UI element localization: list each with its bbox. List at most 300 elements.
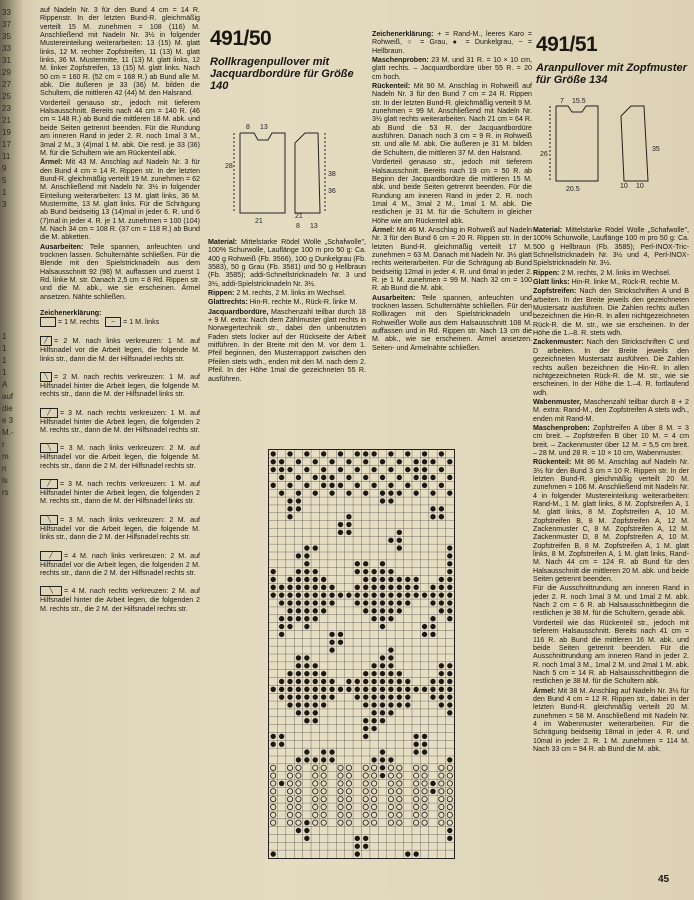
chart-stitch-mark: [388, 789, 393, 794]
chart-stitch-mark: [363, 789, 368, 794]
chart-stitch-mark: [296, 459, 301, 464]
schem2-label-g: 35: [652, 146, 660, 153]
page-number: 45: [658, 874, 670, 885]
chart-stitch-mark: [296, 585, 301, 590]
chart-stitch-mark: [413, 687, 418, 692]
chart-stitch-mark: [447, 757, 452, 762]
schem1-label-d: 38: [328, 171, 336, 178]
chart-stitch-mark: [313, 671, 318, 676]
chart-stitch-mark: [447, 561, 452, 566]
chart-stitch-mark: [371, 600, 376, 605]
chart-stitch-mark: [447, 773, 452, 778]
chart-stitch-mark: [371, 773, 376, 778]
chart-stitch-mark: [371, 569, 376, 574]
chart-stitch-mark: [313, 694, 318, 699]
chart-stitch-mark: [287, 820, 292, 825]
chart-stitch-mark: [422, 773, 427, 778]
chart-stitch-mark: [397, 694, 402, 699]
chart-stitch-mark: [413, 734, 418, 739]
chart-stitch-mark: [439, 600, 444, 605]
gutter-text: 35: [2, 32, 11, 41]
chart-stitch-mark: [338, 640, 343, 645]
chart-stitch-mark: [397, 592, 402, 597]
chart-stitch-mark: [388, 467, 393, 472]
chart-stitch-mark: [321, 749, 326, 754]
chart-stitch-mark: [388, 671, 393, 676]
schem1-label-h: 21: [295, 213, 303, 220]
chart-stitch-mark: [380, 608, 385, 613]
chart-stitch-mark: [338, 796, 343, 801]
chart-stitch-mark: [304, 671, 309, 676]
gutter-text: r: [2, 440, 5, 449]
chart-stitch-mark: [279, 592, 284, 597]
chart-stitch-mark: [397, 781, 402, 786]
chart-stitch-mark: [380, 561, 385, 566]
chart-stitch-mark: [296, 498, 301, 503]
chart-stitch-mark: [439, 781, 444, 786]
chart-stitch-mark: [296, 553, 301, 558]
chart-stitch-mark: [447, 796, 452, 801]
chart-stitch-mark: [271, 781, 276, 786]
chart-stitch-mark: [355, 483, 360, 488]
chart-stitch-mark: [388, 663, 393, 668]
chart-stitch-mark: [321, 600, 326, 605]
chart-stitch-mark: [304, 694, 309, 699]
chart-stitch-mark: [296, 655, 301, 660]
chart-stitch-mark: [271, 742, 276, 747]
chart-stitch-mark: [439, 577, 444, 582]
chart-stitch-mark: [321, 451, 326, 456]
chart-stitch-mark: [422, 632, 427, 637]
chart-stitch-mark: [304, 553, 309, 558]
chart-stitch-mark: [413, 467, 418, 472]
chart-stitch-mark: [380, 655, 385, 660]
chart-stitch-mark: [346, 514, 351, 519]
legend-text: = 3 M. nach links verkreuzen: 2 M. auf Hilfsnadel vor die Arbeit legen, die folgende M. rechts str., dann die 2 M. der Hilfsnadel rechts str.: [40, 444, 200, 470]
chart-stitch-mark: [388, 490, 393, 495]
chart-stitch-mark: [329, 600, 334, 605]
chart-stitch-mark: [313, 702, 318, 707]
chart-stitch-mark: [413, 773, 418, 778]
chart-stitch-mark: [447, 694, 452, 699]
gutter-text: 25: [2, 92, 11, 101]
chart-stitch-mark: [313, 789, 318, 794]
pattern-schematic-sweater: [210, 118, 360, 238]
chart-stitch-mark: [422, 749, 427, 754]
chart-stitch-mark: [447, 569, 452, 574]
chart-stitch-mark: [346, 796, 351, 801]
chart-stitch-mark: [397, 804, 402, 809]
chart-stitch-mark: [371, 679, 376, 684]
chart-stitch-mark: [447, 820, 452, 825]
chart-stitch-mark: [304, 757, 309, 762]
chart-stitch-mark: [363, 765, 368, 770]
article-title-491-51: Aranpullover mit Zopfmuster für Größe 134: [536, 62, 687, 86]
chart-stitch-mark: [363, 451, 368, 456]
chart-stitch-mark: [338, 522, 343, 527]
chart-stitch-mark: [279, 632, 284, 637]
schem1-label-a: 8: [246, 124, 250, 131]
chart-stitch-mark: [405, 483, 410, 488]
chart-stitch-mark: [313, 585, 318, 590]
chart-stitch-mark: [388, 608, 393, 613]
chart-stitch-mark: [405, 694, 410, 699]
chart-stitch-mark: [279, 459, 284, 464]
chart-stitch-mark: [271, 483, 276, 488]
chart-stitch-mark: [287, 781, 292, 786]
chart-stitch-mark: [355, 679, 360, 684]
chart-stitch-mark: [321, 585, 326, 590]
cable-symbol-icon: ╱: [40, 551, 62, 561]
chart-stitch-mark: [363, 561, 368, 566]
column-1: [40, 6, 200, 613]
paragraph: Jacquardbordüre, Maschenzahl teilbar durch 18 + 9 M. extra: Nach dem Zählmuster glatt rechts in Norwegertechnik str., dabei den unbenutzten Faden stets locker auf der Rückseite der Arbeit mitführen. In der Breite mit den M. vor dem 1. Pfeil beginnen, den Musterrapport zwischen den Pfeilen stets wdh., enden mit den M. nach dem 2. Pfeil. In der Höhe 1mal die gezeichneten 55 R. ausführen.: [208, 307, 366, 383]
chart-stitch-mark: [329, 592, 334, 597]
chart-stitch-mark: [380, 577, 385, 582]
chart-stitch-mark: [321, 694, 326, 699]
chart-stitch-mark: [271, 812, 276, 817]
chart-stitch-mark: [413, 765, 418, 770]
chart-stitch-mark: [304, 679, 309, 684]
chart-stitch-mark: [405, 687, 410, 692]
chart-stitch-mark: [287, 608, 292, 613]
chart-stitch-mark: [397, 490, 402, 495]
chart-stitch-mark: [304, 655, 309, 660]
chart-stitch-mark: [313, 812, 318, 817]
chart-stitch-mark: [363, 459, 368, 464]
gutter-text: 33: [2, 44, 11, 53]
chart-stitch-mark: [371, 577, 376, 582]
chart-stitch-mark: [371, 726, 376, 731]
chart-stitch-mark: [363, 718, 368, 723]
chart-stitch-mark: [397, 530, 402, 535]
chart-stitch-mark: [338, 781, 343, 786]
chart-stitch-mark: [397, 608, 402, 613]
chart-stitch-mark: [346, 765, 351, 770]
chart-stitch-mark: [447, 553, 452, 558]
chart-stitch-mark: [439, 663, 444, 668]
chart-stitch-mark: [355, 600, 360, 605]
column-3: [372, 30, 532, 353]
chart-stitch-mark: [304, 561, 309, 566]
chart-stitch-mark: [296, 475, 301, 480]
chart-stitch-mark: [439, 467, 444, 472]
chart-stitch-mark: [287, 467, 292, 472]
chart-stitch-mark: [447, 459, 452, 464]
chart-stitch-mark: [321, 577, 326, 582]
schem2-label-e: 10: [636, 183, 644, 190]
chart-stitch-mark: [329, 459, 334, 464]
chart-stitch-mark: [422, 765, 427, 770]
chart-stitch-mark: [430, 600, 435, 605]
chart-stitch-mark: [422, 734, 427, 739]
chart-stitch-mark: [363, 734, 368, 739]
chart-stitch-mark: [439, 796, 444, 801]
chart-stitch-mark: [304, 836, 309, 841]
chart-stitch-mark: [439, 687, 444, 692]
chart-stitch-mark: [296, 600, 301, 605]
chart-stitch-mark: [439, 483, 444, 488]
chart-stitch-mark: [321, 679, 326, 684]
chart-stitch-mark: [363, 600, 368, 605]
chart-stitch-mark: [313, 796, 318, 801]
chart-stitch-mark: [405, 679, 410, 684]
gutter-text: 29: [2, 68, 11, 77]
column-4: [533, 226, 689, 754]
chart-stitch-mark: [313, 765, 318, 770]
chart-stitch-mark: [439, 804, 444, 809]
chart-stitch-mark: [321, 608, 326, 613]
chart-stitch-mark: [271, 467, 276, 472]
chart-stitch-mark: [279, 687, 284, 692]
chart-stitch-mark: [388, 757, 393, 762]
chart-stitch-mark: [287, 789, 292, 794]
paragraph: Rippen: 2 M. rechts, 2 M. links im Wechsel.: [533, 268, 671, 277]
chart-stitch-mark: [313, 804, 318, 809]
chart-stitch-mark: [430, 687, 435, 692]
chart-stitch-mark: [439, 765, 444, 770]
cable-symbol-icon: ╲: [40, 443, 58, 453]
chart-stitch-mark: [447, 545, 452, 550]
chart-stitch-mark: [363, 569, 368, 574]
chart-stitch-mark: [329, 687, 334, 692]
chart-stitch-mark: [371, 467, 376, 472]
chart-stitch-mark: [422, 796, 427, 801]
chart-stitch-mark: [329, 749, 334, 754]
chart-stitch-mark: [371, 694, 376, 699]
chart-stitch-mark: [363, 577, 368, 582]
chart-stitch-mark: [380, 694, 385, 699]
chart-stitch-mark: [422, 742, 427, 747]
cable-symbol-icon: ╱: [40, 408, 58, 418]
chart-stitch-mark: [296, 616, 301, 621]
chart-stitch-mark: [439, 451, 444, 456]
chart-stitch-mark: [413, 796, 418, 801]
paragraph: Für die Ausschnittrundung am inneren Rand in jeder 2. R. noch 1mal 3 M. und 1mal 2 M. abk. Nach 2 cm = 6 R. ab Halsausschnittbeginn die restlichen je 38 M. für die Schultern, gerade abk.: [533, 584, 689, 618]
chart-stitch-mark: [338, 789, 343, 794]
chart-stitch-mark: [380, 718, 385, 723]
chart-stitch-mark: [271, 569, 276, 574]
chart-stitch-mark: [321, 671, 326, 676]
chart-stitch-mark: [371, 483, 376, 488]
chart-stitch-mark: [371, 718, 376, 723]
chart-stitch-mark: [405, 577, 410, 582]
chart-stitch-mark: [363, 679, 368, 684]
chart-stitch-mark: [271, 804, 276, 809]
chart-stitch-mark: [397, 820, 402, 825]
purl-symbol-icon: –: [105, 317, 121, 327]
chart-stitch-mark: [296, 577, 301, 582]
cable-symbol-icon: ╲: [40, 586, 62, 596]
chart-stitch-mark: [304, 483, 309, 488]
jacquard-knitting-chart: [268, 449, 455, 859]
chart-stitch-mark: [397, 773, 402, 778]
chart-stitch-mark: [371, 616, 376, 621]
gutter-text: 9: [2, 164, 7, 173]
chart-stitch-mark: [371, 451, 376, 456]
chart-stitch-mark: [447, 828, 452, 833]
paragraph: Vorderteil genauso str., jedoch mit tieferem Halsausschnitt. Bereits nach 19 cm = 50 R. ab Beginn der Jacquardbordüre die mittleren 15 M. abk. und beide Seiten getrennt beenden. Für die Rundung am inneren Rand in jeder 2. R. noch 1mal 4 M., 3mal 2 M., 1mal 1 M. abk. Die restlichen je 31 M. für die Schultern in gleicher Höhe wie am Rückenteil abk.: [372, 158, 532, 225]
chart-stitch-mark: [271, 773, 276, 778]
paragraph: Ärmel: Mit 46 M. Anschlag in Rohweiß auf Nadeln Nr. 3 für den Bund 6 cm = 20 R. Rippen str. In der letzten Bund-R. gleichmäßig verteilt 17 M. zunehmen = 63 M. Danach mit Nadeln Nr. 3½ glatt rechts weiterarbeiten. Für die Schrägung ab Bund beidseitig 12mal in jeder 4. R. und 6mal in jeder 2. R. je 1 M. zunehmen = 99 M. Nach 32 cm = 100 R. ab Bund die M. abk.: [372, 225, 532, 293]
chart-stitch-mark: [304, 749, 309, 754]
chart-stitch-mark: [346, 459, 351, 464]
legend-item: [40, 586, 200, 613]
chart-stitch-mark: [304, 467, 309, 472]
chart-stitch-mark: [371, 585, 376, 590]
gutter-text: 27: [2, 80, 11, 89]
chart-stitch-mark: [388, 616, 393, 621]
chart-stitch-mark: [363, 671, 368, 676]
chart-stitch-mark: [313, 820, 318, 825]
chart-stitch-mark: [447, 812, 452, 817]
chart-stitch-mark: [346, 475, 351, 480]
chart-stitch-mark: [422, 483, 427, 488]
gutter-text: 21: [2, 116, 11, 125]
chart-stitch-mark: [430, 789, 435, 794]
chart-stitch-mark: [371, 765, 376, 770]
chart-stitch-mark: [439, 702, 444, 707]
chart-stitch-mark: [447, 671, 452, 676]
chart-stitch-mark: [304, 828, 309, 833]
chart-stitch-mark: [388, 796, 393, 801]
chart-stitch-mark: [380, 600, 385, 605]
gutter-text: 33: [2, 8, 11, 17]
chart-stitch-mark: [304, 585, 309, 590]
chart-stitch-mark: [338, 530, 343, 535]
chart-stitch-mark: [422, 459, 427, 464]
chart-stitch-mark: [388, 765, 393, 770]
chart-stitch-mark: [279, 624, 284, 629]
paragraph: Rippen: 2 M. rechts, 2 M. links im Wechsel.: [208, 289, 346, 298]
chart-stitch-mark: [296, 687, 301, 692]
chart-stitch-mark: [321, 812, 326, 817]
gutter-text: 1: [2, 188, 7, 197]
chart-stitch-mark: [321, 702, 326, 707]
chart-stitch-mark: [380, 459, 385, 464]
column-2: [208, 238, 366, 384]
chart-stitch-mark: [329, 475, 334, 480]
chart-stitch-mark: [447, 765, 452, 770]
chart-stitch-mark: [397, 702, 402, 707]
chart-stitch-mark: [313, 569, 318, 574]
chart-stitch-mark: [439, 773, 444, 778]
chart-stitch-mark: [279, 585, 284, 590]
paragraph: Glatt links: Hin-R. linke M., Rück-R. rechte M.: [533, 278, 680, 287]
chart-stitch-mark: [287, 585, 292, 590]
chart-stitch-mark: [405, 451, 410, 456]
chart-stitch-mark: [355, 451, 360, 456]
gutter-text: rs: [2, 488, 9, 497]
chart-stitch-mark: [439, 694, 444, 699]
chart-stitch-mark: [296, 757, 301, 762]
chart-stitch-mark: [321, 592, 326, 597]
paragraph: Vorderteil wie das Rückenteil str., jedoch mit tieferem Halsausschnitt. Bereits nach 41 cm = 116 R. ab Bund die mittleren 16 M. abk. und beide Seiten getrennt beenden. Für die Ausschnittrundung am inneren Rand in jeder 2. R. noch 1mal 3 M., 1mal 2 M. und 2mal 1 M. abk. Nach 5 cm = 14 R. ab Halsausschnittbeginn die restlichen je 38 M. für die Schultern abk.: [533, 618, 689, 686]
chart-stitch-mark: [355, 851, 360, 856]
chart-stitch-mark: [304, 702, 309, 707]
chart-stitch-mark: [380, 475, 385, 480]
chart-stitch-mark: [338, 812, 343, 817]
chart-stitch-mark: [321, 475, 326, 480]
chart-stitch-mark: [447, 475, 452, 480]
chart-stitch-mark: [447, 577, 452, 582]
chart-stitch-mark: [380, 498, 385, 503]
paragraph: Ärmel: Mit 43 M. Anschlag auf Nadeln Nr. 3 für den Bund 4 cm = 14 R. Rippen str. In der letzten Bund-R. gleichmäßig verteilt 19 M. zunehmen = 62 M. Anschließend mit Nadeln Nr. 3½ in folgender Einteilung weiterarbeiten: 13 M. glatt links, 36 M. Mustermitte, 13 M. glatt links. Für die Schrägung ab Bund beidseitig 13 (14)mal in jeder 6. R. und 6 (7)mal in jeder 4. R. je 1 M. zunehmen = 100 (104) M. Nach 34 cm = 108 R. (37 cm = 118 R.) ab Bund die M. abketten.: [40, 158, 200, 242]
chart-stitch-mark: [271, 765, 276, 770]
chart-stitch-mark: [296, 804, 301, 809]
chart-stitch-mark: [380, 569, 385, 574]
chart-stitch-mark: [363, 702, 368, 707]
chart-stitch-mark: [321, 483, 326, 488]
chart-stitch-mark: [296, 765, 301, 770]
chart-stitch-mark: [447, 592, 452, 597]
chart-stitch-mark: [279, 616, 284, 621]
chart-stitch-mark: [439, 514, 444, 519]
chart-stitch-mark: [405, 585, 410, 590]
chart-stitch-mark: [329, 483, 334, 488]
chart-stitch-mark: [405, 467, 410, 472]
chart-stitch-mark: [346, 522, 351, 527]
chart-stitch-mark: [388, 710, 393, 715]
chart-stitch-mark: [329, 632, 334, 637]
chart-stitch-mark: [430, 592, 435, 597]
chart-stitch-mark: [422, 475, 427, 480]
chart-stitch-mark: [279, 734, 284, 739]
chart-stitch-mark: [287, 514, 292, 519]
chart-stitch-mark: [380, 592, 385, 597]
chart-stitch-mark: [413, 490, 418, 495]
chart-stitch-mark: [355, 844, 360, 849]
schem2-label-f: 26: [540, 151, 548, 158]
gutter-text: m: [2, 452, 9, 461]
chart-stitch-mark: [422, 592, 427, 597]
chart-stitch-mark: [296, 789, 301, 794]
chart-stitch-mark: [313, 600, 318, 605]
chart-stitch-mark: [321, 804, 326, 809]
chart-stitch-mark: [321, 765, 326, 770]
chart-stitch-mark: [447, 585, 452, 590]
gutter-text: 37: [2, 20, 11, 29]
chart-stitch-mark: [329, 490, 334, 495]
legend-item: [40, 479, 200, 506]
chart-stitch-mark: [439, 789, 444, 794]
chart-stitch-mark: [355, 585, 360, 590]
chart-stitch-mark: [355, 687, 360, 692]
binding-gutter: [0, 0, 22, 900]
chart-stitch-mark: [439, 592, 444, 597]
chart-stitch-mark: [313, 718, 318, 723]
chart-stitch-mark: [287, 592, 292, 597]
chart-stitch-mark: [296, 702, 301, 707]
chart-stitch-mark: [371, 796, 376, 801]
chart-stitch-mark: [363, 812, 368, 817]
chart-stitch-mark: [363, 820, 368, 825]
pattern-schematic-aran: [536, 96, 686, 211]
legend-item: [40, 408, 200, 435]
paragraph: Zackenmuster: Nach den Strickschriften C und D arbeiten. In der Breite jeweils den gezeichneten Mustersatz ausführen. Die Zahlen rechts außen bezeichnen die Hin-R. In allen nichtgezeichneten Rück-R. die M. str., wie sie erscheinen. In der Höhe die 1.–4. R. fortlaufend wdh.: [533, 338, 689, 397]
chart-stitch-mark: [313, 687, 318, 692]
chart-stitch-mark: [397, 577, 402, 582]
chart-stitch-mark: [447, 781, 452, 786]
paragraph: Zopfstreifen: Nach den Strickschriften A und B arbeiten. In der Breite jeweils den gezeichneten Mustersatz ausführen. Die Zahlen rechts außen bezeichnen die Hin-R. In allen nichtgezeichneten Rück-R. die M. str., wie sie erscheinen. In der Höhe die 1.–8. R. stets wdh.: [533, 287, 689, 338]
chart-stitch-mark: [304, 718, 309, 723]
chart-stitch-mark: [430, 490, 435, 495]
chart-stitch-mark: [296, 828, 301, 833]
chart-stitch-mark: [380, 671, 385, 676]
chart-stitch-mark: [430, 585, 435, 590]
chart-stitch-mark: [329, 757, 334, 762]
paragraph: auf Nadeln Nr. 3 für den Bund 4 cm = 14 R. Rippenstr. In der letzten Bund-R. gleichmäßig verteilt 15 M. zunehmen = 108 (116) M. Anschließend mit Nadeln Nr. 3½ in folgender Mustereinteilung weiterarbeiten: 13 (15) M. glatt links, 12 M. rechter Zopfstreifen, 11 (13) M. glatt links, 36 M. Mustermitte, 11 (13) M. glatt links, 12 M. linker Zopfstreifen, 13 (15) M. glatt links. Nach 50 cm = 160 R. (52 cm = 168 R.) ab Bund alle M. abk. Die äußeren je 33 (36) M. bilden die Schultern, die mittleren 42 (44) M. den Halsrand.: [40, 6, 200, 98]
